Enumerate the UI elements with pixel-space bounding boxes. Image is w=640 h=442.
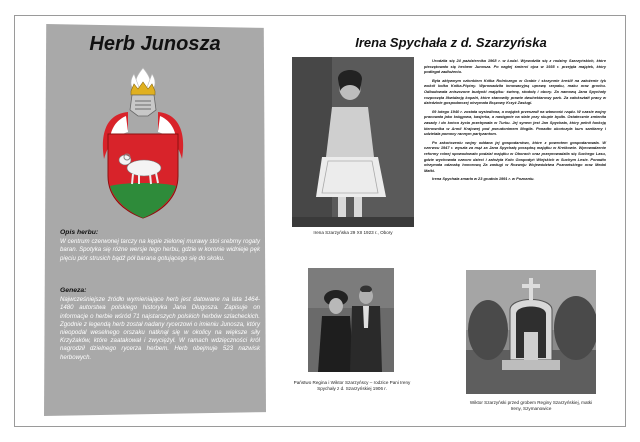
caption-photo-grave: Wiktor Szarzyński przed grobem Reginy Szarzyńskiej, matki Ireny, Szymanowice (469, 400, 593, 411)
photo-grave (466, 270, 596, 394)
junosza-coat-of-arms (98, 64, 188, 224)
bio-paragraph: Urodziła się 24 października 1968 r. w Łodzi. Wywodziła się z rodziny Szarzyńskich, które pieczętowało się herbem Junosza. Po nagłej śmierci ojca w 1935 r. przejęła majątek, który podlegał zadłużeniu. (424, 58, 606, 75)
bio-paragraph: 09 lutego 1940 r. została wysiedlona, a majątek przeszedł na własność rządu. W czasie wojny pracowała jako księgowa, kasjerka, a następnie na stale przy skupie bydła. Ostatecznie zmieniła zasady i do końca życia przebywała w Turku. Jej synem jest Jan Spychała, który pełnił funkcję kierownika w Armii Krajowej pod pseudonimem Mogiła. Ponadto ukończyła kurs sanitarny i udzielała pomocy rannym partyzantom. (424, 108, 606, 137)
right-title: Irena Spychała z d. Szarzyńska (355, 35, 547, 50)
biography-text (424, 58, 606, 185)
photo-irena (292, 57, 414, 227)
bio-paragraph: Irena Spychała zmarła w 23 grudnia 1991 r. w Poznaniu. (432, 176, 535, 182)
geneza-text: Najwcześniejsze źródło wymieniające herb jest datowane na lata 1464-1480 autorstwa polskiego historyka Jana Długosza. Zapisuje on informacje o herbie wśród 71 najstarszych polskich herbów szlacheckich. Zgodnie z legendą herb został nadany rycerzowi o imieniu Junosza, który nieopodal weselnego orszaku natknął się w okolicy na większe siły Krzyżaków, które zaatakował i zwyciężył. W ramach wdzięczności król nagrodził dzielnego rycerza herbem. Herb obejmuje 523 nazwisk herbowych. (60, 296, 260, 361)
opis-section (60, 229, 260, 263)
geneza-section (60, 287, 260, 362)
caption-photo-couple: Państwo Regina i Wiktor Szarzyńscy – rodzice Pani Ireny Spychały z d. Szarzyńskiej 1906 r. (293, 380, 411, 391)
bio-paragraph: Była aktywnym członkiem Kółka Rolniczego w Grabie i skrzynnie kreślił na założenie tyk wokół kołka Kołka-Pięćny. Wprowadziła innowacyjną uprawę rzepaku, maku oraz grochu. Odbudowała zniszczone budynki majątku: świrnę, stodołę i obory. Za namową Jana Spychały rozpoczęła likwidację kopalń, które stanowiły prawie dwuhektarowy park. Za całokształt pracy w dziedzinie gospodarczej otrzymała Brązowy Krzyż Zasługi. (424, 77, 606, 106)
geneza-header: Geneza: (60, 287, 87, 294)
left-title: Herb Junosza (89, 33, 221, 55)
opis-text: W centrum czerwonej tarczy na kępie zielonej murawy stoi srebrny rogaty baran. Spotyka się różne wersje tego herbu, gdzie w koronie widnieje pęk pięciu piór strusich bądź pół barana gotującego się do skoku. (60, 238, 260, 262)
opis-header: Opis herbu: (60, 229, 99, 236)
bio-paragraph: Po zakończeniu wojny oddana jej gospodarstwo, które z powrotem gospodarowała. W czerwcu 1947 r. wyszła za mąż za Jana Spychałę porządną majątku w Kretkowie. Wprowadzenie reformy rolnej spowodowało podział majątku w Oborach oraz przeprowadziła się Suchego Lasu, gdzie wychowała czworo dzieci i założyła Koło Gospodyń Wiejskich w Suchym Lesie. Ponadto otrzymała odznakę honorową Za zasługi w Rozwoju Województwa Poznańskiego oraz Medal Matki. (424, 139, 606, 173)
caption-photo-irena: Irena Szarzyńska 29 XII 1923 r., Obory (313, 230, 393, 235)
photo-couple (308, 268, 394, 372)
